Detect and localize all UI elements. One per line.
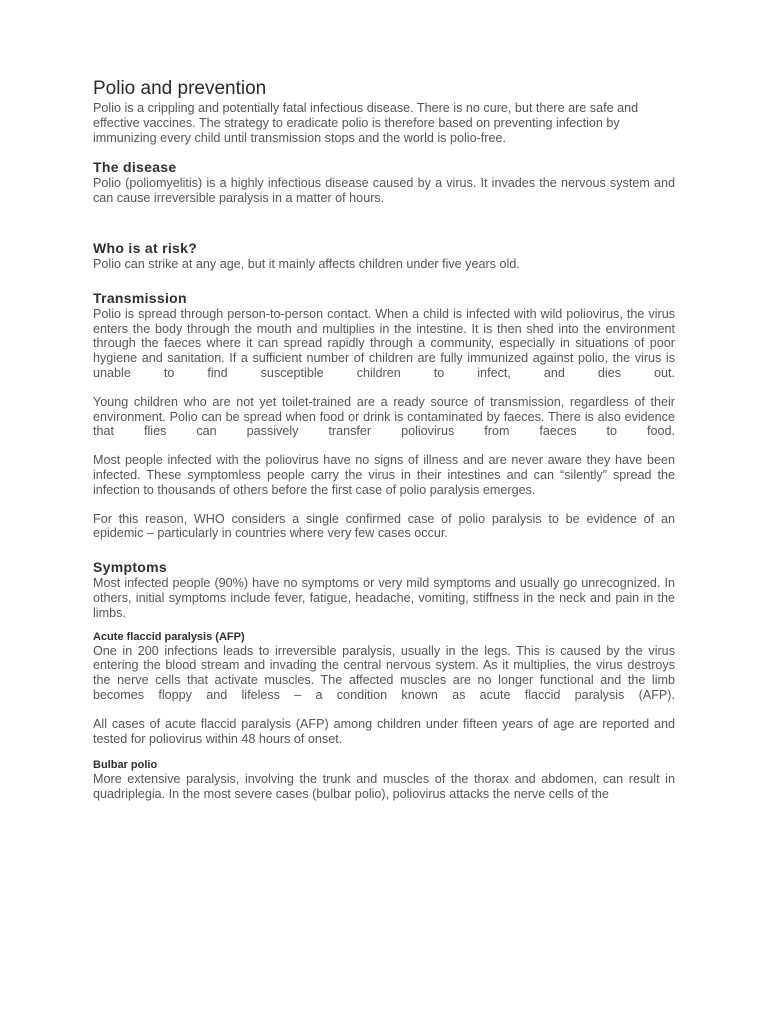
- risk-heading: Who is at risk?: [93, 239, 198, 256]
- symptoms-paragraph: Most infected people (90%) have no symptoms or very mild symptoms and usually go unrecognized. In others, initial symptoms include fever, fatigue, headache, vomiting, stiffness in the neck and pain in the limbs.: [93, 576, 675, 620]
- afp-heading: Acute flaccid paralysis (AFP): [93, 630, 245, 643]
- disease-heading: The disease: [93, 159, 177, 176]
- transmission-heading: Transmission: [93, 289, 187, 306]
- page-title: Polio and prevention: [93, 78, 267, 99]
- bulbar-paragraph: More extensive paralysis, involving the trunk and muscles of the thorax and abdomen, can result in quadriplegia. In the most severe cases (bulbar polio), poliovirus attacks the nerve cells of the: [93, 772, 675, 802]
- intro-paragraph: Polio is a crippling and potentially fatal infectious disease. There is no cure, but there are safe and effective vaccines. The strategy to eradicate polio is therefore based on preventing infection by immunizing every child until transmission stops and the world is polio-free.: [93, 101, 639, 145]
- risk-paragraph: Polio can strike at any age, but it mainly affects children under five years old.: [93, 256, 520, 271]
- afp-paragraph-2: All cases of acute flaccid paralysis (AFP) among children under fifteen years of age are reported and tested for poliovirus within 48 hours of onset.: [93, 716, 675, 746]
- bulbar-heading: Bulbar polio: [93, 759, 158, 772]
- transmission-paragraph-4: For this reason, WHO considers a single confirmed case of polio paralysis to be evidence of an epidemic – particularly in countries where very few cases occur.: [93, 511, 675, 541]
- transmission-paragraph-1: Polio is spread through person-to-person contact. When a child is infected with wild poliovirus, the virus enters the body through the mouth and multiplies in the intestine. It is then shed into the environment through the faeces where it can spread rapidly through a community, especially in situations of poor hygiene and sanitation. If a sufficient number of children are fully immunized against polio, the virus is unable to find susceptible children to infect, and dies out.: [93, 306, 675, 380]
- transmission-paragraph-3: Most people infected with the poliovirus have no signs of illness and are never aware they have been infected. These symptomless people carry the virus in their intestines and can “silently” spread the infection to thousands of others before the first case of polio paralysis emerges.: [93, 453, 675, 497]
- afp-paragraph-1: One in 200 infections leads to irreversible paralysis, usually in the legs. This is caused by the virus entering the blood stream and invading the central nervous system. As it multiplies, the virus destroys the nerve cells that activate muscles. The affected muscles are no longer functional and the limb becomes floppy and lifeless – a condition known as acute flaccid paralysis (AFP).: [93, 643, 675, 702]
- document-page: [93, 78, 675, 802]
- disease-paragraph: Polio (poliomyelitis) is a highly infectious disease caused by a virus. It invades the nervous system and can cause irreversible paralysis in a matter of hours.: [93, 176, 675, 206]
- transmission-paragraph-2: Young children who are not yet toilet-trained are a ready source of transmission, regardless of their environment. Polio can be spread when food or drink is contaminated by faeces. There is also evidence that flies can passively transfer poliovirus from faeces to food.: [93, 394, 675, 439]
- symptoms-heading: Symptoms: [93, 559, 167, 576]
